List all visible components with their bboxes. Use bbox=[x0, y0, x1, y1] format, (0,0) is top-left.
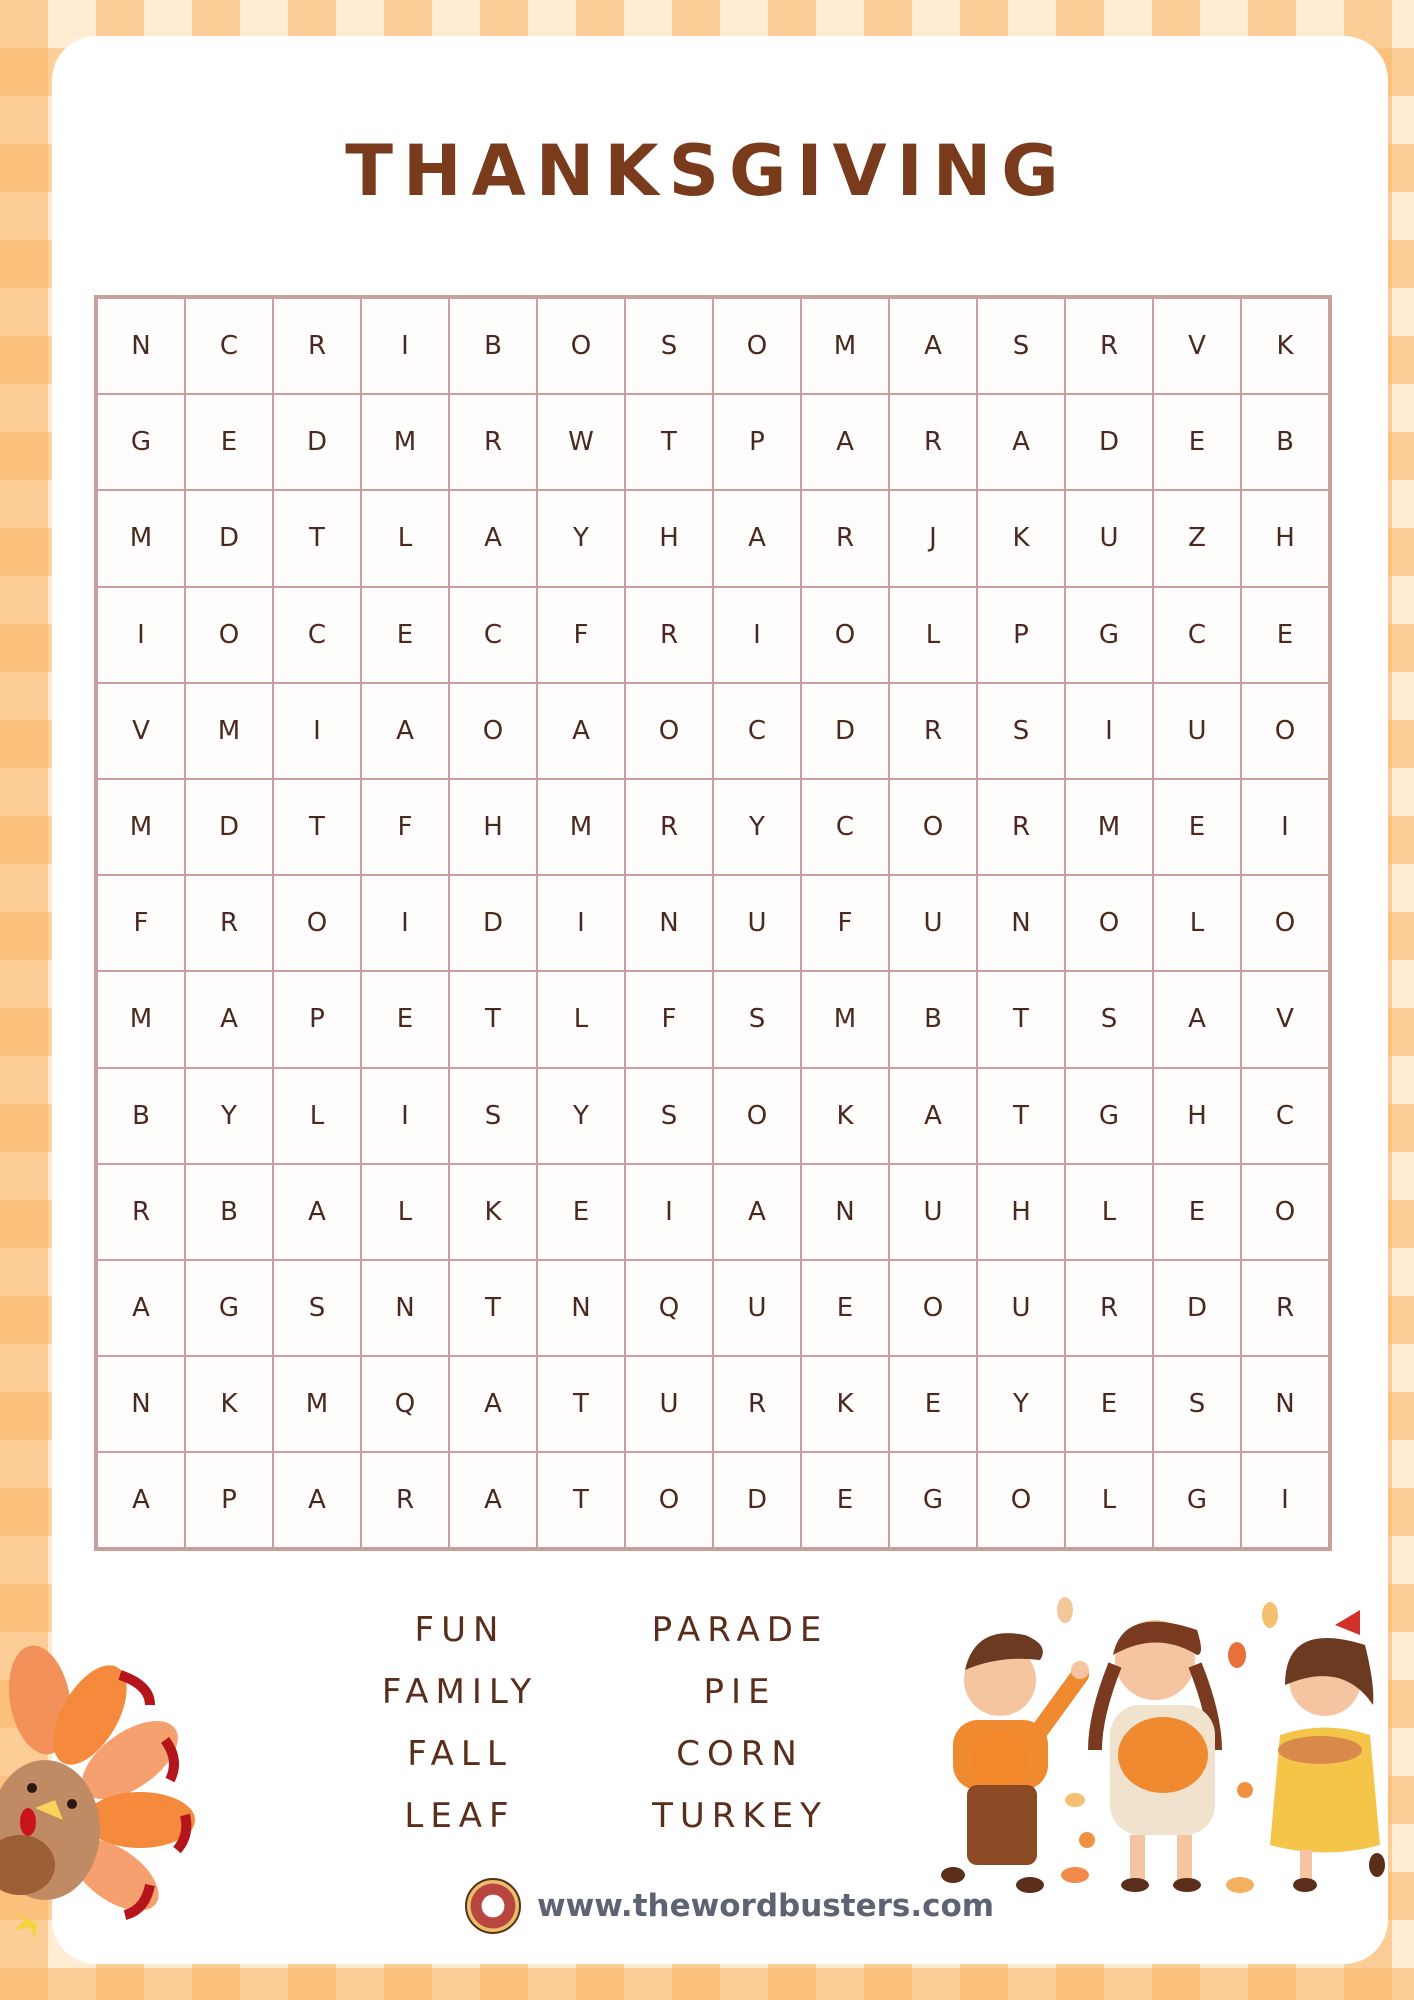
grid-cell[interactable]: T bbox=[273, 490, 361, 586]
grid-cell[interactable]: T bbox=[977, 971, 1065, 1067]
grid-cell[interactable]: Q bbox=[625, 1260, 713, 1356]
footer bbox=[465, 1878, 994, 1934]
grid-cell[interactable]: E bbox=[1241, 587, 1329, 683]
grid-cell[interactable]: K bbox=[1241, 298, 1329, 394]
grid-cell[interactable]: E bbox=[1153, 394, 1241, 490]
grid-cell[interactable]: B bbox=[97, 1068, 185, 1164]
grid-cell[interactable]: O bbox=[625, 683, 713, 779]
grid-cell[interactable]: A bbox=[273, 1452, 361, 1548]
grid-cell[interactable]: P bbox=[273, 971, 361, 1067]
grid-cell[interactable]: Y bbox=[713, 779, 801, 875]
grid-cell[interactable]: B bbox=[185, 1164, 273, 1260]
grid-cell[interactable]: E bbox=[801, 1260, 889, 1356]
turkey-illustration bbox=[0, 1640, 200, 1940]
grid-cell[interactable]: M bbox=[801, 298, 889, 394]
wordbusters-logo-icon bbox=[465, 1878, 521, 1934]
grid-cell[interactable]: R bbox=[273, 298, 361, 394]
grid-cell[interactable]: L bbox=[1153, 875, 1241, 971]
grid-cell[interactable]: O bbox=[1241, 1164, 1329, 1260]
grid-cell[interactable]: T bbox=[449, 1260, 537, 1356]
grid-cell[interactable]: U bbox=[625, 1356, 713, 1452]
grid-cell[interactable]: I bbox=[361, 1068, 449, 1164]
grid-cell[interactable]: F bbox=[801, 875, 889, 971]
grid-cell[interactable]: R bbox=[977, 779, 1065, 875]
grid-cell[interactable]: R bbox=[625, 587, 713, 683]
grid-cell[interactable]: A bbox=[801, 394, 889, 490]
grid-cell[interactable]: B bbox=[449, 298, 537, 394]
grid-cell[interactable]: C bbox=[185, 298, 273, 394]
grid-cell[interactable]: A bbox=[185, 971, 273, 1067]
grid-cell[interactable]: S bbox=[625, 298, 713, 394]
grid-cell[interactable]: O bbox=[625, 1452, 713, 1548]
grid-cell[interactable]: M bbox=[801, 971, 889, 1067]
grid-cell[interactable]: E bbox=[361, 587, 449, 683]
grid-cell[interactable]: M bbox=[537, 779, 625, 875]
word-list bbox=[320, 1610, 880, 1836]
grid-cell[interactable]: U bbox=[1065, 490, 1153, 586]
grid-cell[interactable]: R bbox=[801, 490, 889, 586]
grid-cell[interactable]: R bbox=[625, 779, 713, 875]
grid-cell[interactable]: S bbox=[977, 683, 1065, 779]
grid-cell[interactable]: K bbox=[801, 1068, 889, 1164]
grid-cell[interactable]: R bbox=[449, 394, 537, 490]
grid-cell[interactable]: L bbox=[537, 971, 625, 1067]
grid-cell[interactable]: M bbox=[185, 683, 273, 779]
grid-cell[interactable]: S bbox=[977, 298, 1065, 394]
grid-cell[interactable]: A bbox=[449, 490, 537, 586]
grid-cell[interactable]: L bbox=[361, 1164, 449, 1260]
grid-cell[interactable]: I bbox=[1241, 1452, 1329, 1548]
grid-cell[interactable]: G bbox=[1065, 1068, 1153, 1164]
word-list-item: PARADE bbox=[651, 1610, 829, 1650]
grid-cell[interactable]: I bbox=[1065, 683, 1153, 779]
grid-cell[interactable]: D bbox=[185, 490, 273, 586]
grid-cell[interactable]: I bbox=[361, 875, 449, 971]
grid-cell[interactable]: E bbox=[889, 1356, 977, 1452]
grid-cell[interactable]: O bbox=[1241, 875, 1329, 971]
grid-cell[interactable]: O bbox=[713, 298, 801, 394]
grid-cell[interactable]: P bbox=[713, 394, 801, 490]
grid-cell[interactable]: L bbox=[889, 587, 977, 683]
grid-cell[interactable]: M bbox=[361, 394, 449, 490]
grid-cell[interactable]: V bbox=[1153, 298, 1241, 394]
grid-cell[interactable]: O bbox=[713, 1068, 801, 1164]
grid-cell[interactable]: C bbox=[449, 587, 537, 683]
grid-cell[interactable]: R bbox=[889, 683, 977, 779]
grid-cell[interactable]: A bbox=[97, 1260, 185, 1356]
word-list-item: FALL bbox=[407, 1734, 513, 1774]
grid-cell[interactable]: M bbox=[97, 779, 185, 875]
grid-cell[interactable]: R bbox=[361, 1452, 449, 1548]
grid-cell[interactable]: A bbox=[713, 490, 801, 586]
grid-cell[interactable]: E bbox=[801, 1452, 889, 1548]
grid-cell[interactable]: U bbox=[977, 1260, 1065, 1356]
grid-cell[interactable]: U bbox=[889, 875, 977, 971]
grid-cell[interactable]: O bbox=[1065, 875, 1153, 971]
grid-cell[interactable]: N bbox=[1241, 1356, 1329, 1452]
grid-cell[interactable]: L bbox=[1065, 1452, 1153, 1548]
grid-cell[interactable]: F bbox=[97, 875, 185, 971]
grid-cell[interactable]: O bbox=[801, 587, 889, 683]
grid-cell[interactable]: A bbox=[713, 1164, 801, 1260]
grid-cell[interactable]: T bbox=[449, 971, 537, 1067]
grid-cell[interactable]: A bbox=[273, 1164, 361, 1260]
grid-cell[interactable]: O bbox=[273, 875, 361, 971]
grid-cell[interactable]: O bbox=[889, 779, 977, 875]
grid-cell[interactable]: E bbox=[185, 394, 273, 490]
grid-cell[interactable]: I bbox=[273, 683, 361, 779]
grid-cell[interactable]: S bbox=[713, 971, 801, 1067]
grid-cell[interactable]: C bbox=[273, 587, 361, 683]
grid-cell[interactable]: D bbox=[1065, 394, 1153, 490]
grid-cell[interactable]: Y bbox=[537, 1068, 625, 1164]
grid-cell[interactable]: S bbox=[1153, 1356, 1241, 1452]
grid-cell[interactable]: I bbox=[361, 298, 449, 394]
grid-cell[interactable]: K bbox=[801, 1356, 889, 1452]
grid-cell[interactable]: U bbox=[713, 875, 801, 971]
grid-cell[interactable]: I bbox=[537, 875, 625, 971]
grid-cell[interactable]: E bbox=[361, 971, 449, 1067]
grid-cell[interactable]: Y bbox=[537, 490, 625, 586]
grid-cell[interactable]: D bbox=[1153, 1260, 1241, 1356]
grid-cell[interactable]: F bbox=[361, 779, 449, 875]
grid-cell[interactable]: O bbox=[1241, 683, 1329, 779]
kids-with-pumpkins-illustration bbox=[915, 1585, 1395, 1895]
word-list-item: CORN bbox=[676, 1734, 804, 1774]
grid-cell[interactable]: J bbox=[889, 490, 977, 586]
grid-cell[interactable]: G bbox=[185, 1260, 273, 1356]
grid-cell[interactable]: O bbox=[537, 298, 625, 394]
grid-cell[interactable]: L bbox=[273, 1068, 361, 1164]
grid-cell[interactable]: P bbox=[185, 1452, 273, 1548]
page-title: THANKSGIVING bbox=[345, 130, 1069, 212]
grid-cell[interactable]: K bbox=[977, 490, 1065, 586]
grid-cell[interactable]: A bbox=[889, 1068, 977, 1164]
grid-cell[interactable]: T bbox=[625, 394, 713, 490]
grid-cell[interactable]: T bbox=[977, 1068, 1065, 1164]
grid-cell[interactable]: N bbox=[801, 1164, 889, 1260]
grid-cell[interactable]: I bbox=[713, 587, 801, 683]
grid-cell[interactable]: Z bbox=[1153, 490, 1241, 586]
grid-cell[interactable]: L bbox=[1065, 1164, 1153, 1260]
word-list-item: LEAF bbox=[404, 1796, 516, 1836]
word-list-item: FUN bbox=[414, 1610, 506, 1650]
grid-cell[interactable]: H bbox=[977, 1164, 1065, 1260]
grid-cell[interactable]: I bbox=[97, 587, 185, 683]
grid-cell[interactable]: U bbox=[713, 1260, 801, 1356]
grid-cell[interactable]: D bbox=[185, 779, 273, 875]
grid-cell[interactable]: S bbox=[273, 1260, 361, 1356]
grid-cell[interactable]: V bbox=[97, 683, 185, 779]
grid-cell[interactable]: R bbox=[1241, 1260, 1329, 1356]
grid-cell[interactable]: U bbox=[889, 1164, 977, 1260]
grid-cell[interactable]: S bbox=[449, 1068, 537, 1164]
grid-cell[interactable]: B bbox=[889, 971, 977, 1067]
grid-cell[interactable]: N bbox=[537, 1260, 625, 1356]
grid-cell[interactable]: T bbox=[273, 779, 361, 875]
grid-cell[interactable]: H bbox=[1153, 1068, 1241, 1164]
word-list-item: FAMILY bbox=[381, 1672, 539, 1712]
grid-cell[interactable]: D bbox=[449, 875, 537, 971]
grid-cell[interactable]: A bbox=[449, 1356, 537, 1452]
grid-cell[interactable]: L bbox=[361, 490, 449, 586]
grid-cell[interactable]: A bbox=[361, 683, 449, 779]
grid-cell[interactable]: A bbox=[977, 394, 1065, 490]
grid-cell[interactable]: O bbox=[889, 1260, 977, 1356]
word-list-item: TURKEY bbox=[652, 1796, 828, 1836]
grid-cell[interactable]: M bbox=[97, 490, 185, 586]
grid-cell[interactable]: Q bbox=[361, 1356, 449, 1452]
grid-cell[interactable]: C bbox=[1241, 1068, 1329, 1164]
grid-cell[interactable]: K bbox=[185, 1356, 273, 1452]
grid-cell[interactable]: P bbox=[977, 587, 1065, 683]
grid-cell[interactable]: Y bbox=[977, 1356, 1065, 1452]
grid-cell[interactable]: G bbox=[1153, 1452, 1241, 1548]
grid-cell[interactable]: E bbox=[537, 1164, 625, 1260]
grid-cell[interactable]: T bbox=[537, 1452, 625, 1548]
grid-cell[interactable]: R bbox=[889, 394, 977, 490]
grid-cell[interactable]: H bbox=[1241, 490, 1329, 586]
grid-cell[interactable]: N bbox=[361, 1260, 449, 1356]
grid-cell[interactable]: W bbox=[537, 394, 625, 490]
grid-cell[interactable]: K bbox=[449, 1164, 537, 1260]
grid-cell[interactable]: R bbox=[713, 1356, 801, 1452]
grid-cell[interactable]: R bbox=[185, 875, 273, 971]
grid-cell[interactable]: A bbox=[1153, 971, 1241, 1067]
grid-cell[interactable]: A bbox=[97, 1452, 185, 1548]
grid-cell[interactable]: G bbox=[1065, 587, 1153, 683]
grid-cell[interactable]: U bbox=[1153, 683, 1241, 779]
grid-cell[interactable]: T bbox=[537, 1356, 625, 1452]
grid-cell[interactable]: E bbox=[1065, 1356, 1153, 1452]
grid-cell[interactable]: A bbox=[537, 683, 625, 779]
grid-cell[interactable]: Y bbox=[185, 1068, 273, 1164]
grid-cell[interactable]: B bbox=[1241, 394, 1329, 490]
grid-cell[interactable]: C bbox=[1153, 587, 1241, 683]
grid-cell[interactable]: D bbox=[273, 394, 361, 490]
grid-cell[interactable]: R bbox=[1065, 298, 1153, 394]
grid-cell[interactable]: F bbox=[625, 971, 713, 1067]
word-list-item: PIE bbox=[703, 1672, 777, 1712]
grid-cell[interactable]: E bbox=[1153, 779, 1241, 875]
grid-cell[interactable]: G bbox=[889, 1452, 977, 1548]
grid-cell[interactable]: O bbox=[185, 587, 273, 683]
grid-cell[interactable]: S bbox=[1065, 971, 1153, 1067]
grid-cell[interactable]: E bbox=[1153, 1164, 1241, 1260]
grid-cell[interactable]: N bbox=[97, 298, 185, 394]
grid-cell[interactable]: D bbox=[713, 1452, 801, 1548]
grid-cell[interactable]: M bbox=[1065, 779, 1153, 875]
word-search-grid bbox=[94, 295, 1332, 1551]
grid-cell[interactable]: O bbox=[977, 1452, 1065, 1548]
grid-cell[interactable]: R bbox=[1065, 1260, 1153, 1356]
grid-cell[interactable]: V bbox=[1241, 971, 1329, 1067]
grid-cell[interactable]: M bbox=[97, 971, 185, 1067]
grid-cell[interactable]: A bbox=[449, 1452, 537, 1548]
grid-cell[interactable]: D bbox=[801, 683, 889, 779]
grid-cell[interactable]: C bbox=[801, 779, 889, 875]
grid-cell[interactable]: C bbox=[713, 683, 801, 779]
grid-cell[interactable]: R bbox=[97, 1164, 185, 1260]
grid-cell[interactable]: H bbox=[625, 490, 713, 586]
grid-cell[interactable]: H bbox=[449, 779, 537, 875]
grid-cell[interactable]: A bbox=[889, 298, 977, 394]
website-link[interactable]: www.thewordbusters.com bbox=[537, 1888, 995, 1924]
grid-cell[interactable]: F bbox=[537, 587, 625, 683]
grid-cell[interactable]: M bbox=[273, 1356, 361, 1452]
grid-cell[interactable]: I bbox=[1241, 779, 1329, 875]
grid-cell[interactable]: O bbox=[449, 683, 537, 779]
grid-cell[interactable]: S bbox=[625, 1068, 713, 1164]
grid-cell[interactable]: G bbox=[97, 394, 185, 490]
grid-cell[interactable]: N bbox=[977, 875, 1065, 971]
grid-cell[interactable]: I bbox=[625, 1164, 713, 1260]
grid-cell[interactable]: N bbox=[625, 875, 713, 971]
grid-cell[interactable]: N bbox=[97, 1356, 185, 1452]
